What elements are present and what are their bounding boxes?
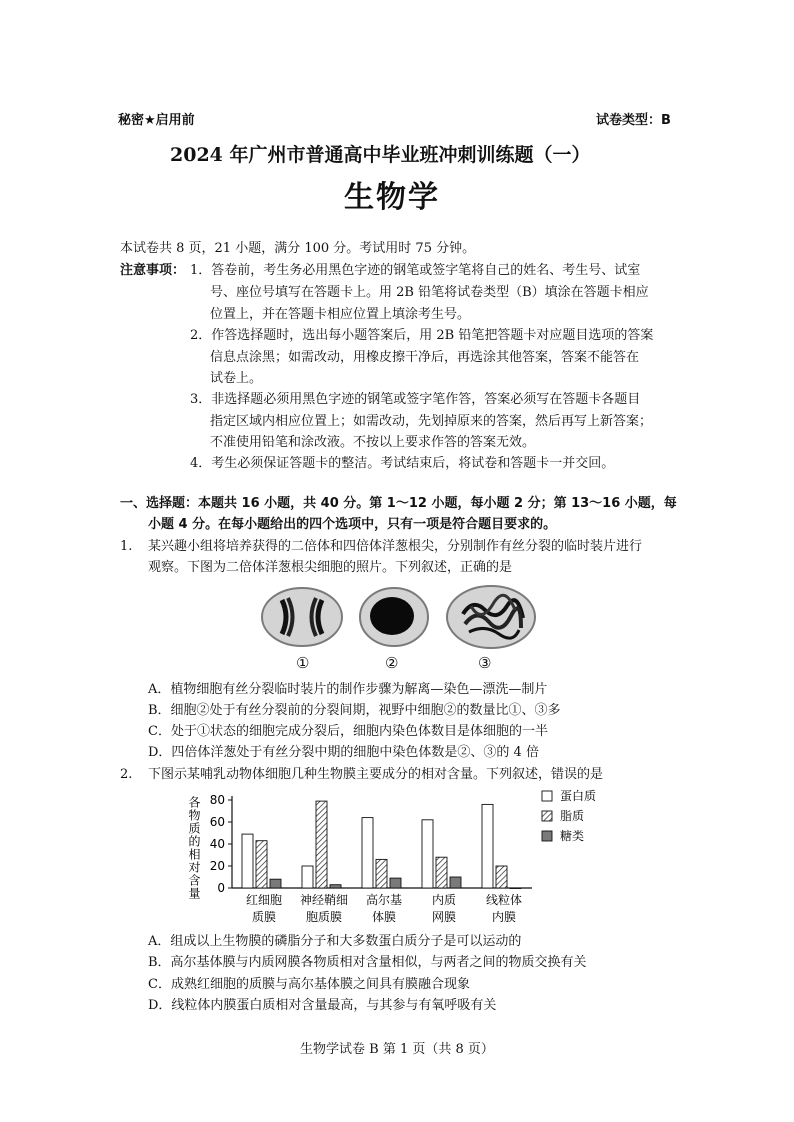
cell-label-1: ①	[296, 654, 310, 672]
x-tick-label: 红细胞	[245, 893, 283, 907]
option-d: D．四倍体洋葱处于有丝分裂中期的细胞中染色体数是②、③的 4 倍	[148, 745, 539, 760]
x-tick-label: 胞质膜	[305, 910, 343, 924]
legend-swatch	[542, 791, 552, 801]
notice-line: 3．非选择题必须用黑色字迹的钢笔或签字笔作答，答案必须写在答题卡各题目	[190, 392, 641, 407]
x-tick-label: 质膜	[251, 910, 277, 924]
y-axis-label: 各物质的相对含量	[187, 796, 201, 900]
notice-line: 2．作答选择题时，选出每小题答案后，用 2B 铅笔把答题卡对应题目选项的答案	[190, 328, 654, 343]
x-tick-label: 内膜	[491, 910, 517, 924]
question-number: 1.	[120, 539, 133, 554]
question-stem: 某兴趣小组将培养获得的二倍体和四倍体洋葱根尖，分别制作有丝分裂的临时装片进行	[148, 539, 643, 554]
option-b: B．细胞②处于有丝分裂前的分裂间期，视野中细胞②的数量比①、③多	[148, 703, 561, 718]
x-tick-label: 线粒体	[485, 893, 523, 907]
notice-line: 试卷上。	[210, 371, 263, 386]
cell-label-3: ③	[478, 654, 492, 672]
bar	[270, 879, 281, 888]
bar	[302, 866, 313, 888]
question-stem: 下图示某哺乳动物体细胞几种生物膜主要成分的相对含量。下列叙述，错误的是	[148, 767, 604, 782]
option-a: A．植物细胞有丝分裂临时装片的制作步骤为解离—染色—漂洗—制片	[148, 682, 548, 697]
bar	[316, 801, 327, 888]
y-tick-label: 20	[209, 859, 225, 873]
x-tick-label: 神经鞘细	[299, 893, 349, 907]
legend-label: 糖类	[560, 829, 585, 843]
bar	[242, 834, 253, 888]
cell-image-3	[445, 584, 537, 650]
legend-swatch	[542, 831, 552, 841]
x-tick-label: 体膜	[371, 910, 397, 924]
cell-label-2: ②	[385, 654, 399, 672]
notice-label: 注意事项：	[120, 263, 186, 278]
legend-label: 脂质	[560, 809, 585, 823]
bar	[376, 859, 387, 888]
bar	[390, 878, 401, 888]
legend-label: 蛋白质	[560, 789, 597, 803]
section-heading-cont: 小题 4 分。在每小题给出的四个选项中，只有一项是符合题目要求的。	[148, 517, 557, 532]
y-tick-label: 40	[209, 837, 225, 851]
y-tick-label: 0	[217, 881, 225, 895]
section-heading: 一、选择题：本题共 16 小题，共 40 分。第 1～12 小题，每小题 2 分；第 13～16 小题，每	[120, 496, 677, 511]
y-tick-label: 80	[209, 793, 225, 807]
membrane-composition-chart	[180, 788, 640, 928]
bar	[362, 818, 373, 888]
bar	[436, 857, 447, 888]
legend-swatch	[542, 811, 552, 821]
option-d: D．线粒体内膜蛋白质相对含量最高，与其参与有氧呼吸有关	[148, 998, 497, 1013]
notice-line: 号、座位号填写在答题卡上。用 2B 铅笔将试卷类型（B）填涂在答题卡相应	[210, 285, 649, 300]
notice-line: 位置上，并在答题卡相应位置上填涂考生号。	[210, 307, 471, 322]
cell-image-2	[358, 586, 430, 648]
y-tick-label: 60	[209, 815, 225, 829]
bar	[510, 888, 521, 889]
option-b: B．高尔基体膜与内质网膜各物质相对含量相似，与两者之间的物质交换有关	[148, 955, 587, 970]
question-number: 2.	[120, 767, 133, 782]
bar	[482, 804, 493, 888]
notice-line: 4．考生必须保证答题卡的整洁。考试结束后，将试卷和答题卡一并交回。	[190, 456, 615, 471]
question-stem-cont: 观察。下图为二倍体洋葱根尖细胞的照片。下列叙述，正确的是	[148, 560, 513, 575]
x-tick-label: 网膜	[431, 910, 457, 924]
exam-intro: 本试卷共 8 页，21 小题，满分 100 分。考试用时 75 分钟。	[120, 241, 476, 256]
bar	[256, 841, 267, 888]
notice-line: 指定区域内相应位置上；如需改动，先划掉原来的答案，然后再写上新答案；	[210, 414, 653, 429]
option-c: C．处于①状态的细胞完成分裂后，细胞内染色体数目是体细胞的一半	[148, 724, 548, 739]
bar	[496, 866, 507, 888]
x-tick-label: 内质	[431, 893, 457, 907]
option-a: A．组成以上生物膜的磷脂分子和大多数蛋白质分子是可以运动的	[148, 934, 522, 949]
notice-line: 信息点涂黑；如需改动，用橡皮擦干净后，再选涂其他答案，答案不能答在	[210, 350, 640, 365]
confidential-mark: 秘密★启用前	[118, 113, 195, 128]
x-tick-label: 高尔基	[365, 893, 403, 907]
subject-title: 生物学	[344, 180, 440, 215]
bar	[330, 885, 341, 888]
exam-title: 2024 年广州市普通高中毕业班冲刺训练题（一）	[170, 144, 591, 166]
page-footer: 生物学试卷 B 第 1 页（共 8 页）	[300, 1042, 494, 1057]
bar	[450, 877, 461, 888]
cell-image-1	[260, 586, 345, 648]
notice-line: 不准使用铅笔和涂改液。不按以上要求作答的答案无效。	[210, 435, 536, 450]
notice-line: 1．答卷前，考生务必用黑色字迹的钢笔或签字笔将自己的姓名、考生号、试室	[190, 263, 641, 278]
bar	[422, 820, 433, 888]
option-c: C．成熟红细胞的质膜与高尔基体膜之间具有膜融合现象	[148, 977, 470, 992]
paper-type: 试卷类型：B	[596, 113, 671, 128]
